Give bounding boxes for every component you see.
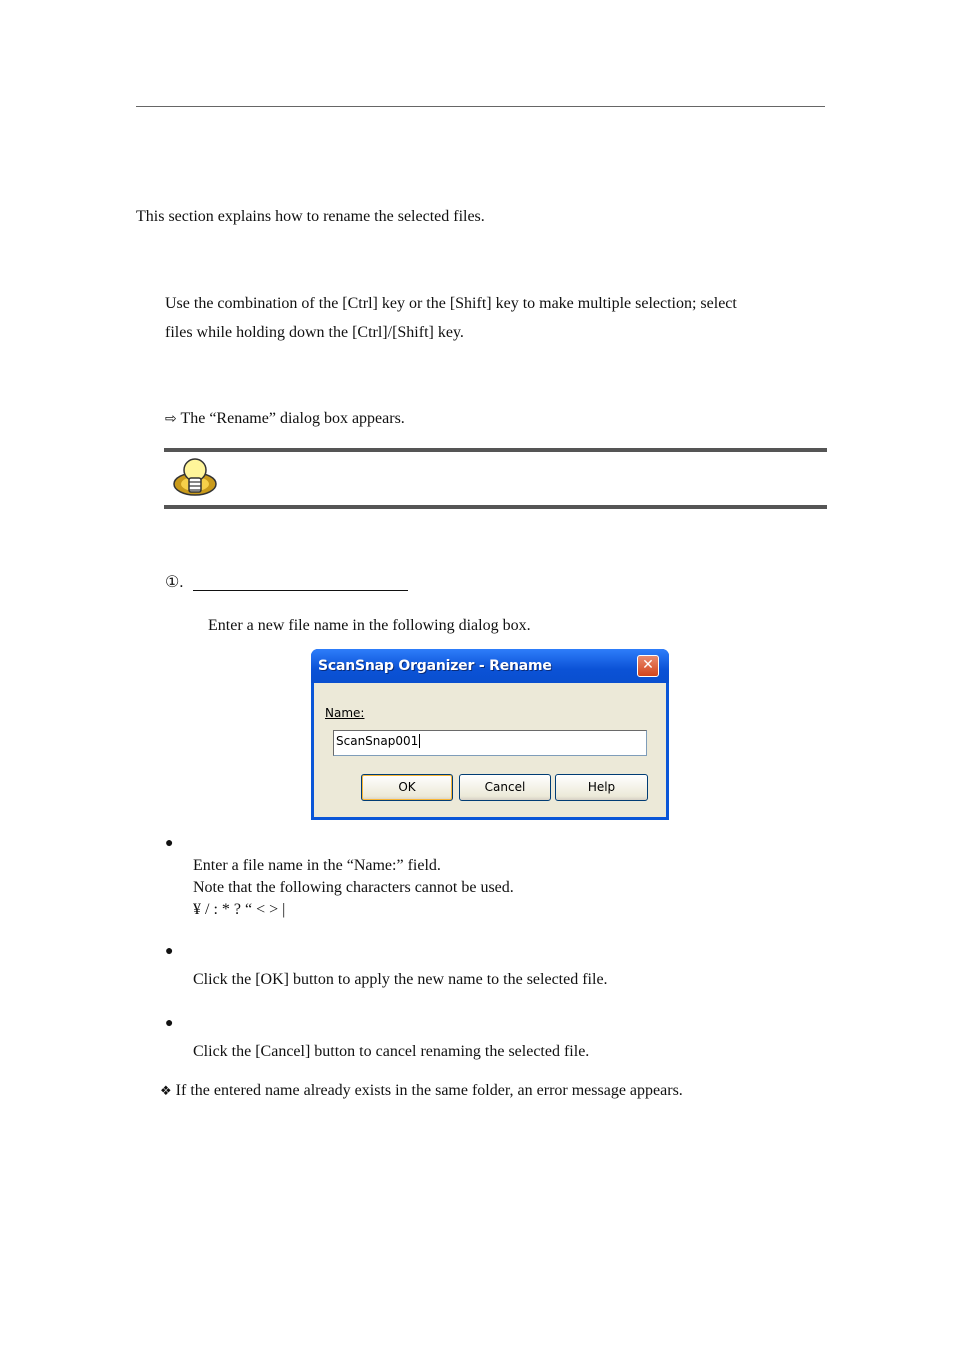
hint-bottom-bar — [164, 505, 827, 509]
rename-dialog — [311, 649, 669, 820]
dialog-titlebar[interactable] — [311, 649, 669, 683]
substep-text: Enter a new file name in the following dialog box. — [208, 617, 531, 634]
ok-button[interactable]: OK — [361, 774, 453, 801]
help-button[interactable]: Help — [555, 774, 648, 801]
result-text: The “Rename” dialog box appears. — [180, 410, 405, 427]
close-button[interactable]: ✕ — [637, 655, 659, 677]
substep-marker: ①. — [165, 574, 184, 591]
hint-top-bar — [164, 448, 827, 452]
bullet-1-line-2: Note that the following characters cannot be used. — [193, 879, 514, 896]
substep-heading-underline — [193, 590, 408, 591]
footnote-text: If the entered name already exists in the same folder, an error message appears. — [175, 1082, 683, 1099]
diamond-icon: ❖ — [160, 1084, 172, 1099]
bullet-1-line-1: Enter a file name in the “Name:” field. — [193, 857, 441, 874]
footnote — [160, 1082, 683, 1101]
bullet-3-line-1: Click the [Cancel] button to cancel renaming the selected file. — [193, 1043, 590, 1060]
result-line — [165, 410, 405, 428]
text-cursor — [419, 734, 420, 748]
name-input-value: ScanSnap001 — [336, 734, 419, 748]
bullet-1-line-3: ¥ / : * ? “ < > | — [193, 901, 286, 918]
bullet-icon: ● — [165, 944, 174, 959]
name-input[interactable] — [333, 730, 647, 756]
dialog-title: ScanSnap Organizer - Rename — [318, 658, 552, 674]
name-label — [325, 706, 364, 720]
multiselect-note-line1: Use the combination of the [Ctrl] key or the [Shift] key to make multiple selection; select — [165, 295, 737, 312]
result-arrow-icon: ⇨ — [165, 411, 177, 427]
bullet-icon: ● — [165, 836, 174, 851]
intro-text: This section explains how to rename the selected files. — [136, 208, 485, 225]
name-label-text: Name: — [325, 706, 365, 720]
dialog-body — [314, 683, 666, 817]
hint-lightbulb-icon — [170, 454, 220, 500]
bullet-icon: ● — [165, 1016, 174, 1031]
bullet-2-line-1: Click the [OK] button to apply the new name to the selected file. — [193, 971, 608, 988]
header-rule — [136, 106, 825, 107]
cancel-button[interactable]: Cancel — [459, 774, 551, 801]
multiselect-note-line2: files while holding down the [Ctrl]/[Shift] key. — [165, 324, 464, 341]
